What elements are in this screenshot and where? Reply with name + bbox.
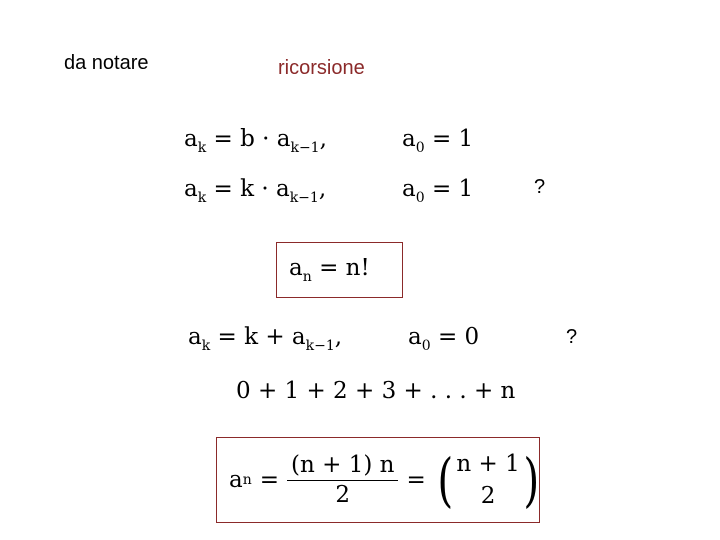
equation-row-3-initial: $a_0 = 0$ (408, 324, 480, 354)
equation-row-3: $a_k = k + a_{k-1}$, (188, 324, 343, 354)
question-mark-2: ? (566, 326, 578, 348)
equation-row-1-initial: $a_0 = 1$ (402, 126, 474, 156)
equation-row-2-initial: $a_0 = 1$ (402, 176, 474, 206)
result-binomial-formula: a n = $\frac{(n + 1) n}{2}$ = ( n + 1 2 ) (229, 448, 542, 512)
result-box-factorial (276, 242, 403, 298)
sum-expression: 0 + 1 + 2 + 3 + . . . + n (236, 378, 516, 404)
label-da-notare: da notare (64, 52, 149, 74)
result-box-binomial (216, 437, 540, 523)
question-mark-1: ? (534, 176, 546, 198)
equation-row-2: $a_k = k \cdot a_{k-1}$, (184, 176, 327, 206)
binomial-coefficient: ( n + 1 2 ) (437, 446, 539, 514)
result-factorial-formula: $a_n = n$! (289, 255, 370, 285)
equation-row-1: $a_k = b \cdot a_{k-1}$, (184, 126, 327, 156)
fraction: $\frac{(n + 1) n}{2}$ (287, 454, 398, 507)
slide-title: ricorsione (278, 57, 365, 79)
